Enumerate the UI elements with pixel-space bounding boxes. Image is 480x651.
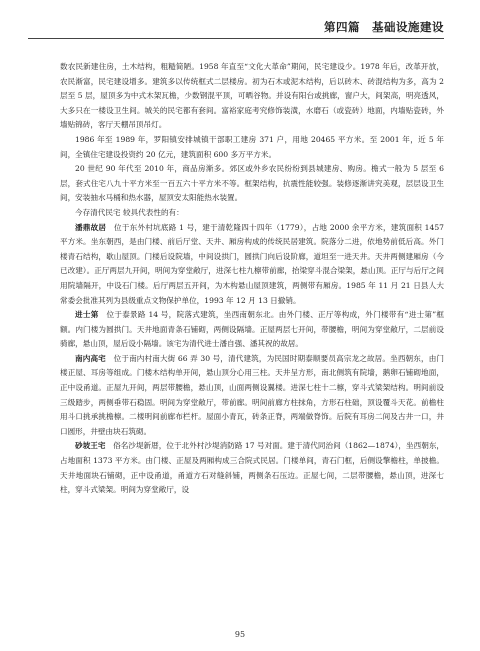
entry-title: 潘鼎故居 (75, 222, 107, 232)
paragraph-1: 数农民新建住房，土木结构，粗糙简陋。1958 年直至“文化大革命”期间，民宅建设少。1978 年后，改革开放，农民渐富，民宅建设增多。建筑多以传统框式二层楼房。初为石木或泥木结构，后以砖木、砖混结构为多，高为 2 层至 5 层，屋顶多为中式木架瓦檐，少数钢混平顶，可晒谷物。并设有阳台或挑廊，窗户大，间架高，明亮透风，大多只在一楼设卫生间。城关的民宅都有套间。富裕家庭考究修饰装潢，水磨石（或瓷砖）地面，内墙贴瓷砖，外墙贴锦砖，客厅天棚吊顶吊灯。 (60, 62, 444, 130)
entry-nannei-gao-residence (60, 352, 444, 440)
entry-shapo-wang-residence (60, 439, 444, 497)
entry-title: 砂坡王宅 (75, 441, 106, 451)
paragraph-4: 今存清代民宅 较具代表性的有： (75, 207, 184, 217)
entry-jinshi-di (60, 308, 444, 352)
paragraph-3: 20 世纪 90 年代至 2010 年，商品房渐多。郊区或外乡农民纷纷到县城建房、购房。檐式一般为 5 层至 6 层，套式住宅八九十平方米至一百五六十平方米不等。框架结构，抗震性能较强。装修逐渐讲究美观，层层设卫生间，安装抽水马桶和热水器，屋顶安太阳能热水装置。 (60, 164, 444, 203)
main-text (60, 60, 444, 498)
entry-title: 南内高宅 (75, 353, 106, 363)
entry-text: 位于南内村南大街 66 弄 30 号，清代建筑，为民国时期泰顺要员高宗龙之故居。坐西朝东，由门楼正屋、耳房等组成。门楼木结构单开间，悬山顶分心用三柱。天井呈方形，南北侧筑有院墙，鹅卵石铺砌地面，正中设甬道。正屋九开间，两层带腰檐，悬山顶，山面两侧设翼楼。进深七柱十二檩，穿斗式梁架结构。明间前设三级踏步，两侧垂带石稳固。明间为穿堂敞厅，带前廊。明间前廊方柱抹角，方形石柱础，顶设覆斗天花。前檐柱用斗口挑承挑檐檩。二楼明间前廊布栏杆。屋面小青瓦，砖条正脊，两端做脊饰。后院有耳房二间及古井一口，井口圆形，井壁由块石筑砌。 (60, 353, 445, 436)
entry-text: 俗名沙堤新厝，位于北外村沙堤消防路 17 号对面。建于清代同治间（1862—1874），坐西朝东，占地面积 1373 平方米。由门楼、正屋及两厢构成三合院式民居。门楼单间，青石门框，后侧设擎檐柱，单披檐。天井地面块石铺砌，正中设甬道，甬道方石对缝斜铺，两侧条石压边。正屋七间，二层带腰檐，悬山顶，进深七柱，穿斗式梁架。明间为穿堂敞厅，设 (60, 441, 445, 495)
page-header (28, 16, 444, 39)
entry-text: 位于泰景路 14 号，院落式建筑，坐西南朝东北。由外门楼、正厅等构成，外门楼带有“进士第”框额。内门楼为圆拱门。天井地面青条石铺砌，两侧设隔墙。正屋两层七开间，带腰檐，明间为穿堂敞厅，二层前设骑廊，悬山顶，屋后设小隔墙。该宅为清代进士潘自强、潘其祝的故居。 (60, 310, 445, 349)
section-title: 第四篇 基础设施建设 (324, 20, 444, 34)
page-number: 95 (234, 630, 246, 639)
paragraph-2: 1986 年至 1989 年，罗阳镇安排城镇干部职工建房 371 户，用地 20465 平方米。至 2001 年，近 5 年间，全镇住宅建设投资约 20 亿元，建筑面积 600 多万平方米。 (60, 134, 444, 159)
entry-title: 进士第 (75, 310, 99, 320)
entry-text: 位于东外村坑底路 1 号，建于清乾隆四十四年（1779），占地 2000 余平方米，建筑面积 1457 平方米。坐东朝西，是由门楼、前后厅堂、天井、厢房构成的传统民居建筑。院落分二进，依地势前低后高。外门楼青石结构，歇山屋顶。门楼后设院墙，中间设拱门，圆拱门向后设阶廊，道坦至一进天井。天井两侧建厢房（今已改建）。正厅两层九开间，明间为穿堂敞厅，进深七柱九檩带前廊，抬梁穿斗混合梁架，悬山顶。正厅与后厅之间用院墙隔开，中设石门楼。后厅两层五开间，为木构悬山屋顶建筑，两侧带有厢房。1985 年 11 月 21 日县人大常委会批准其列为县级重点文物保护单位，1993 年 12 月 13 日撤销。 (60, 222, 445, 305)
entry-pan-ding-residence (60, 221, 444, 309)
